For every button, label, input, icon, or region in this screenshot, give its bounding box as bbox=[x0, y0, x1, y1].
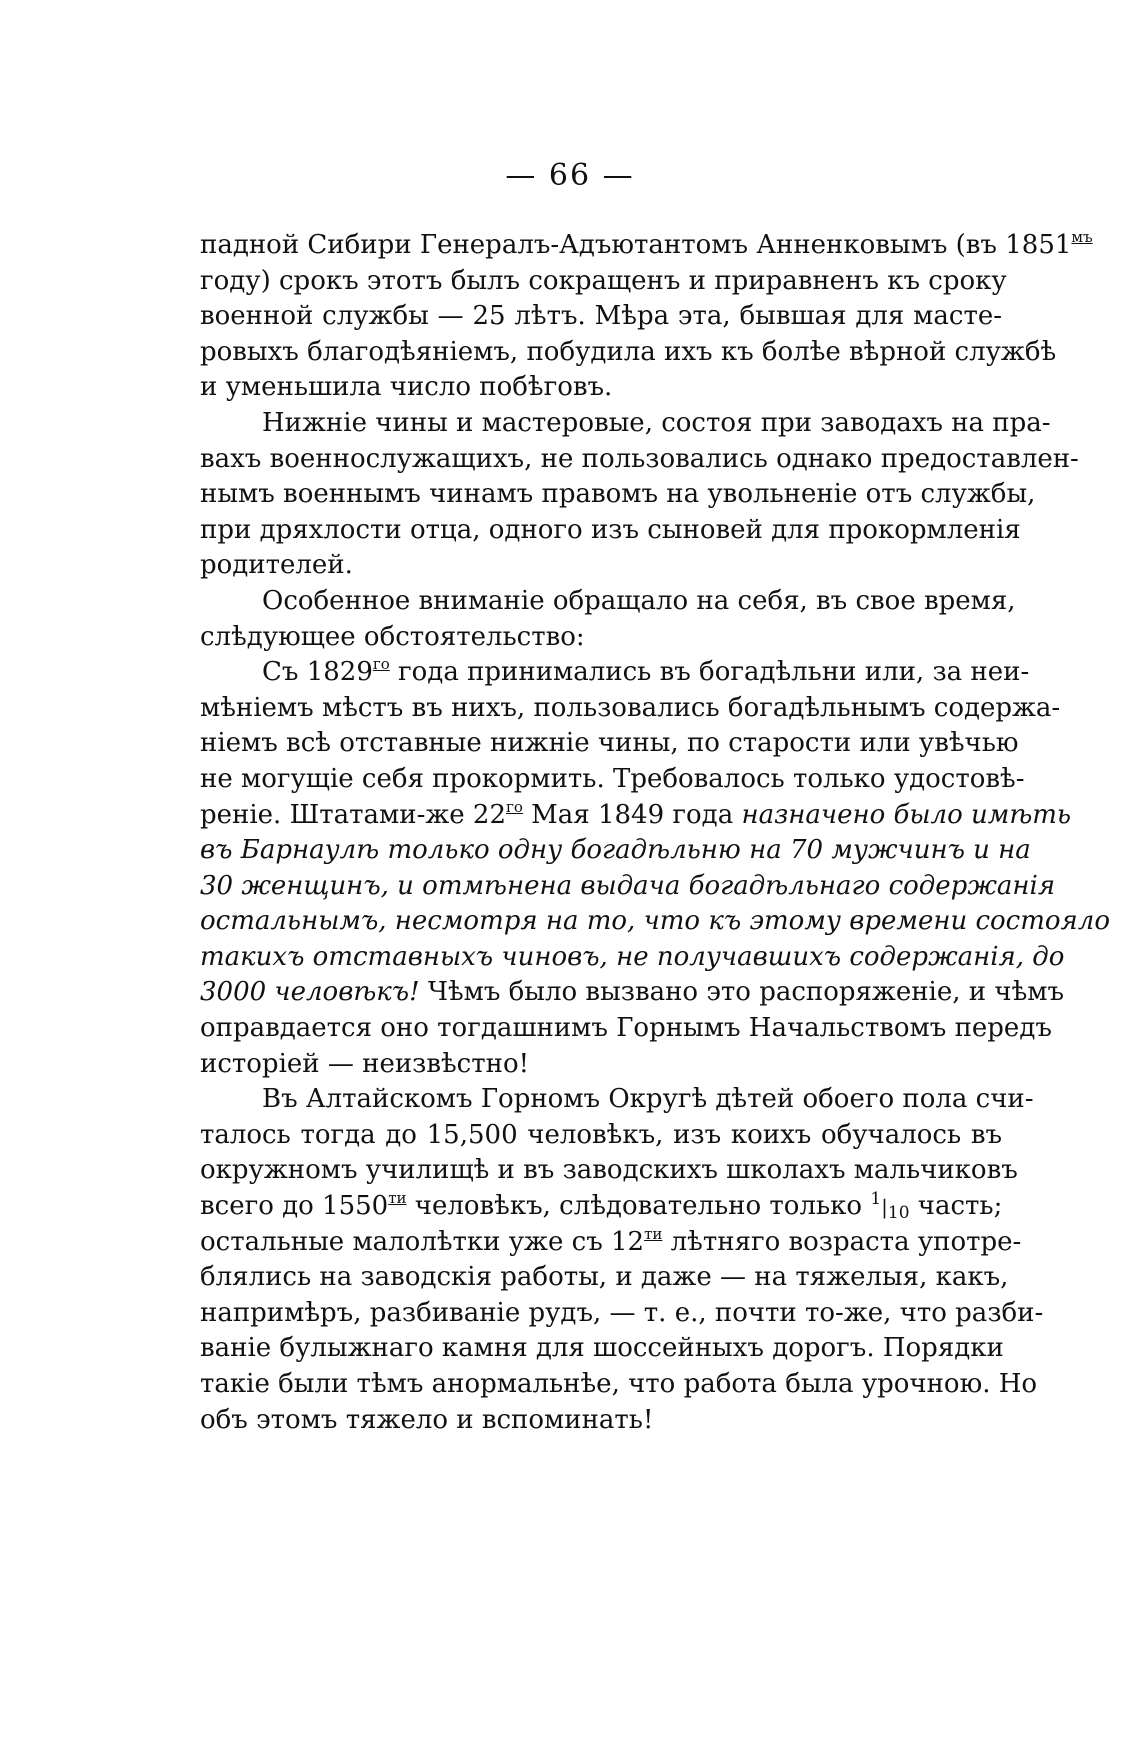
text-line: военной службы — 25 лѣтъ. Мѣра эта, бывшая для масте- bbox=[200, 301, 1002, 332]
text-line: Въ Алтайскомъ Горномъ Округѣ дѣтей обоего пола счи- bbox=[262, 1084, 1034, 1115]
text-line: при дряхлости отца, одного изъ сыновей для прокормленія bbox=[200, 514, 1021, 545]
fraction-numerator: 1 bbox=[870, 1189, 882, 1210]
text-line: всего до $1550^{ти}$ человѣкъ, слѣдовательно только $^1$|10 часть; bbox=[200, 1189, 1003, 1224]
fraction-bar: | bbox=[881, 1195, 888, 1220]
text-line: реніе. Штатами-же $22^{го}$ Мая 1849 года назначено было имѣть bbox=[200, 797, 1072, 830]
text-line: ровыхъ благодѣяніемъ, побудила ихъ къ болѣе вѣрной службѣ bbox=[200, 336, 1057, 367]
text-line: окружномъ училищѣ и въ заводскихъ школахъ мальчиковъ bbox=[200, 1155, 1018, 1186]
text-line: талось тогда до 15,500 человѣкъ, изъ коихъ обучалось въ bbox=[200, 1119, 1002, 1150]
text-line: въ Барнаулѣ только одну богадѣльню на 70 мужчинъ и на bbox=[200, 835, 1031, 866]
text-line: падной Сибири Генералъ-Адъютантомъ Анненковымъ (въ $1851^{мъ}$ bbox=[200, 228, 1093, 260]
text-line: слѣдующее обстоятельство: bbox=[200, 621, 585, 652]
page-number: — 66 — bbox=[505, 158, 635, 193]
text-line: Особенное вниманіе обращало на себя, въ свое время, bbox=[262, 585, 1016, 616]
text-line: году) срокъ этотъ былъ сокращенъ и приравненъ къ сроку bbox=[200, 265, 1007, 296]
text-line: 3000 человѣкъ! Чѣмъ было вызвано это распоряженіе, и чѣмъ bbox=[200, 977, 1065, 1008]
text-line: нымъ военнымъ чинамъ правомъ на увольненіе отъ службы, bbox=[200, 479, 1036, 510]
text-line: исторіей — неизвѣстно! bbox=[200, 1048, 530, 1079]
text-line: объ этомъ тяжело и вспоминать! bbox=[200, 1404, 654, 1435]
text-line: и уменьшила число побѣговъ. bbox=[200, 372, 613, 403]
text-line: мѣніемъ мѣстъ въ нихъ, пользовались богадѣльнымъ содержа- bbox=[200, 692, 1061, 723]
text-line: остальнымъ, несмотря на то, что къ этому времени состояло bbox=[200, 906, 1110, 937]
fraction-denominator: 10 bbox=[887, 1203, 910, 1224]
text-line: напримѣръ, разбиваніе рудъ, — т. е., почти то-же, что разби- bbox=[200, 1297, 1044, 1328]
text-line: такіе были тѣмъ анормальнѣе, что работа была урочною. Но bbox=[200, 1369, 1038, 1399]
text-line: блялись на заводскія работы, и даже — на тяжелыя, какъ, bbox=[200, 1262, 1009, 1293]
text-line: родителей. bbox=[200, 550, 353, 581]
text-line: Съ $1829^{го}$ года принимались въ богадѣльни или, за неи- bbox=[262, 655, 1030, 688]
text-line: такихъ отставныхъ чиновъ, не получавшихъ содержанія, до bbox=[200, 941, 1065, 972]
text-line: ніемъ всѣ отставные нижніе чины, по старости или увѣчью bbox=[200, 728, 1019, 759]
text-line: ваніе булыжнаго камня для шоссейныхъ дорогъ. Порядки bbox=[200, 1333, 1004, 1364]
text-line: остальные малолѣтки уже съ $12^{ти}$ лѣтняго возраста употре- bbox=[200, 1224, 1022, 1257]
text-line: оправдается оно тогдашнимъ Горнымъ Начальствомъ передъ bbox=[200, 1013, 1052, 1044]
text-line: вахъ военнослужащихъ, не пользовались однако предоставлен- bbox=[200, 443, 1079, 474]
body-text bbox=[200, 228, 1110, 1438]
text-line: Нижніе чины и мастеровые, состоя при заводахъ на пра- bbox=[262, 407, 1051, 438]
text-line: 30 женщинъ, и отмѣнена выдача богадѣльнаго содержанія bbox=[200, 870, 1056, 901]
text-line: не могущіе себя прокормить. Требовалось только удостовѣ- bbox=[200, 763, 1025, 794]
